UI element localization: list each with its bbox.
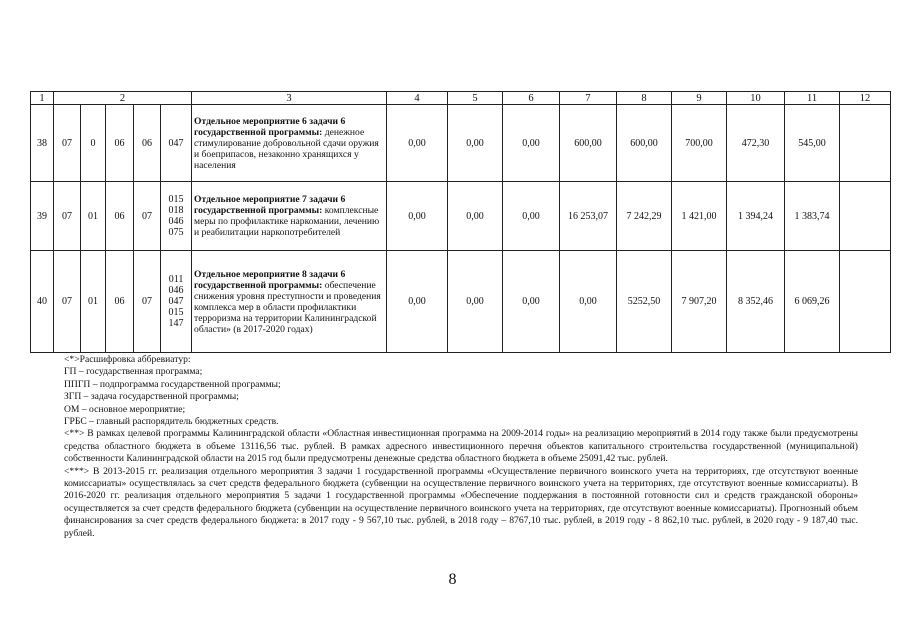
col-header-8: 8 [617, 92, 672, 105]
grbs-codes [161, 182, 192, 251]
table-row [31, 251, 891, 353]
value-cell: 0,00 [448, 251, 503, 353]
value-cell: 0,00 [560, 251, 617, 353]
row-number: 40 [31, 251, 54, 353]
col-header-6: 6 [503, 92, 560, 105]
grbs-code: 018 [168, 205, 184, 216]
measure-description [192, 182, 387, 251]
grbs-codes [161, 251, 192, 353]
grbs-code: 047 [168, 296, 184, 307]
grbs-code: 147 [168, 318, 184, 329]
measure-description [192, 251, 387, 353]
value-cell: 472,30 [727, 105, 785, 182]
measure-description [192, 105, 387, 182]
footnote-abbreviation: ГП – государственная программа; [64, 366, 203, 378]
col-header-9: 9 [672, 92, 727, 105]
code-cell: 06 [106, 182, 134, 251]
value-cell: 545,00 [785, 105, 840, 182]
measure-title: Отдельное мероприятие 6 задачи 6 государственной программы: [194, 115, 346, 138]
value-cell: 0,00 [448, 105, 503, 182]
measure-text: денежное стимулирование добровольной сдачи оружия и боеприпасов, незаконно хранящихся у населения [194, 126, 379, 171]
col-header-11: 11 [785, 92, 840, 105]
code-cell: 07 [54, 105, 81, 182]
code-cell: 01 [81, 251, 106, 353]
grbs-code: 015 [168, 194, 184, 205]
col-header-5: 5 [448, 92, 503, 105]
value-cell: 16 253,07 [560, 182, 617, 251]
measure-text: комплексные меры по профилактике наркомании, лечению и реабилитации наркопотребителей [194, 205, 380, 238]
code-cell: 06 [106, 251, 134, 353]
grbs-code: 046 [168, 285, 184, 296]
footnote-abbreviation: ОМ – основное мероприятие; [64, 403, 186, 415]
value-cell: 7 907,20 [672, 251, 727, 353]
col-header-7: 7 [560, 92, 617, 105]
grbs-code: 011 [168, 274, 184, 285]
value-cell: 8 352,46 [727, 251, 785, 353]
table-row [31, 182, 891, 251]
col-header-10: 10 [727, 92, 785, 105]
value-cell: 1 383,74 [785, 182, 840, 251]
value-cell [840, 251, 891, 353]
code-cell: 07 [134, 251, 161, 353]
value-cell: 1 421,00 [672, 182, 727, 251]
measure-text: обеспечение снижения уровня преступности и проведения комплекса мер в области профилактики терроризма на территории Калининградской области» (в 2017-2020 годах) [194, 279, 381, 335]
value-cell [840, 105, 891, 182]
value-cell: 0,00 [503, 182, 560, 251]
code-cell: 01 [81, 182, 106, 251]
footnote-abbreviation: ППГП – подпрограмма государственной программы; [64, 378, 281, 390]
code-cell: 07 [134, 182, 161, 251]
code-cell: 07 [54, 251, 81, 353]
row-number: 38 [31, 105, 54, 182]
code-cell: 06 [134, 105, 161, 182]
measure-title: Отдельное мероприятие 8 задачи 6 государственной программы: [194, 268, 346, 291]
col-header-12: 12 [840, 92, 891, 105]
footnote-triple-star: <***> В 2013-2015 гг. реализация отдельного мероприятия 3 задачи 1 государственной программы «Осуществление первичного воинского учета на территориях, где отсутствуют военные комиссариаты» осуществлялась за счет средств федерального бюджета (субвенции на осуществление первичного воинского учета на территориях, где отсутствуют военные комиссариаты). В 2016-2020 гг. реализация отдельного мероприятия 5 задачи 1 государственной программы «Обеспечение поддержания в постоянной готовности сил и средств гражданской обороны» осуществляется за счет средств федерального бюджета (субвенции на осуществление первичного воинского учета на территориях, где отсутствуют военные комиссариаты). Прогнозный объем финансирования за счет средств федерального бюджета: в 2017 году - 9 567,10 тыс. рублей, в 2018 году – 8767,10 тыс. рублей, в 2019 году - 8 862,10 тыс. рублей, в 2020 году - 9 187,40 тыс. рублей. [64, 465, 858, 539]
measure-title: Отдельное мероприятие 7 задачи 6 государственной программы: [194, 194, 346, 216]
budget-table [30, 91, 891, 353]
value-cell: 600,00 [560, 105, 617, 182]
code-cell: 06 [106, 105, 134, 182]
value-cell: 0,00 [387, 182, 448, 251]
col-header-2: 2 [54, 92, 192, 105]
footnote-abbreviation: ГРБС – главный распорядитель бюджетных средств. [64, 416, 279, 428]
code-cell: 07 [54, 182, 81, 251]
value-cell: 600,00 [617, 105, 672, 182]
value-cell: 0,00 [387, 251, 448, 353]
value-cell: 0,00 [503, 251, 560, 353]
footnote-double-star: <**> В рамках целевой программы Калининградской области «Областная инвестиционная программа на 2009-2014 годы» на реализацию мероприятий в 2014 году также были предусмотрены средства областного бюджета в объеме 13116,56 тыс. рублей. В рамках адресного инвестиционного перечня объектов капитального строительства государственной (муниципальной) собственности Калининградской области на 2015 год были предусмотрены денежные средства областного бюджета в объеме 25091,42 тыс. рублей. [64, 428, 858, 465]
value-cell: 0,00 [503, 105, 560, 182]
footnote-abbreviations-heading: <*>Расшифровка аббревиатур: [64, 354, 191, 365]
footnotes [64, 354, 858, 540]
code-cell: 0 [81, 105, 106, 182]
grbs-code: 047 [168, 137, 184, 149]
value-cell: 5252,50 [617, 251, 672, 353]
value-cell: 0,00 [387, 105, 448, 182]
grbs-code: 046 [168, 216, 184, 227]
table-row [31, 105, 891, 182]
col-header-1: 1 [31, 92, 54, 105]
page-number: 8 [448, 571, 457, 588]
value-cell: 1 394,24 [727, 182, 785, 251]
value-cell [840, 182, 891, 251]
grbs-codes [161, 105, 192, 182]
value-cell: 6 069,26 [785, 251, 840, 353]
value-cell: 0,00 [448, 182, 503, 251]
col-header-3: 3 [192, 92, 387, 105]
footnote-abbreviation: ЗГП – задача государственной программы; [64, 391, 239, 403]
grbs-code: 015 [168, 307, 184, 318]
col-header-4: 4 [387, 92, 448, 105]
header-row [31, 92, 891, 105]
value-cell: 700,00 [672, 105, 727, 182]
row-number: 39 [31, 182, 54, 251]
grbs-code: 075 [168, 227, 184, 238]
value-cell: 7 242,29 [617, 182, 672, 251]
